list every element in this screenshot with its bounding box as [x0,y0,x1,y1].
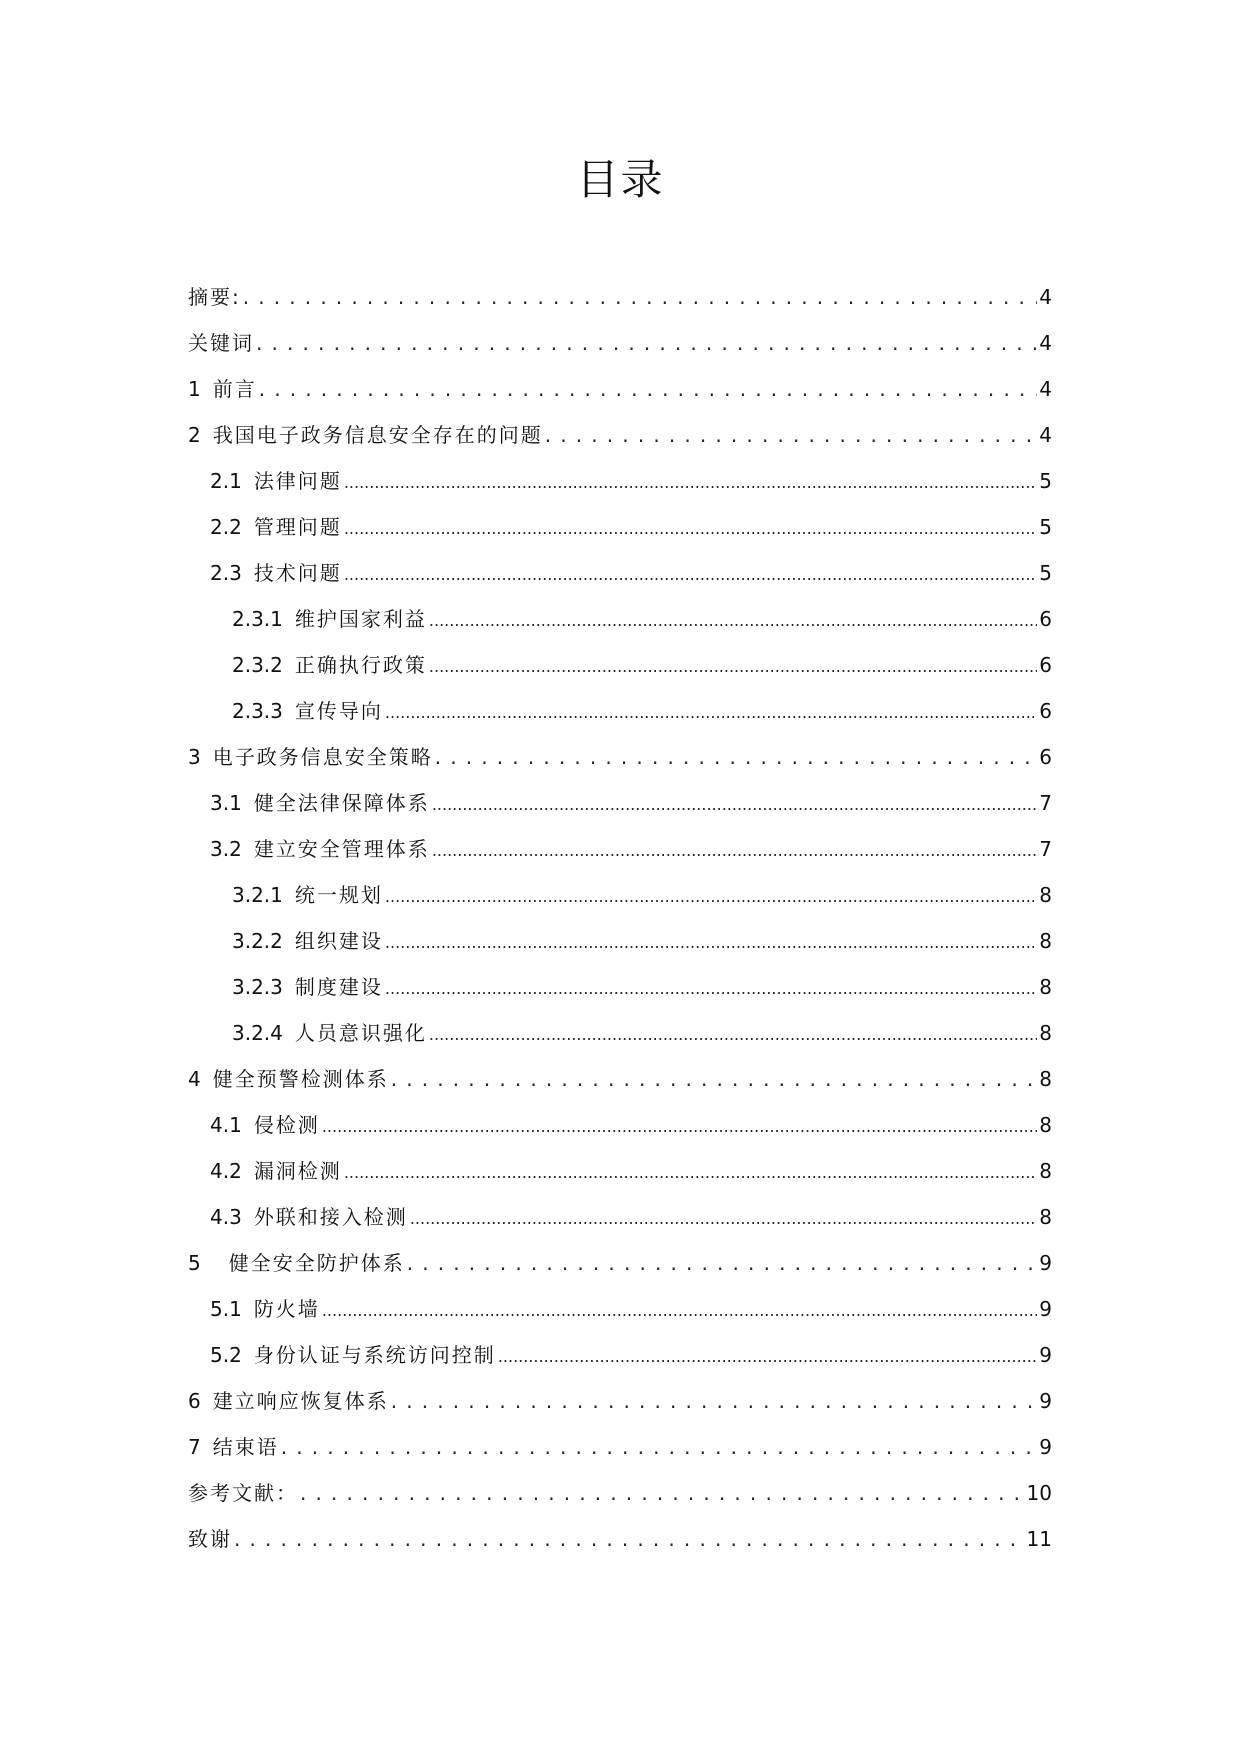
toc-entry-label: 漏洞检测 [253,1159,342,1183]
toc-entry[interactable] [188,1432,1052,1478]
toc-entry-page: 10 [1026,1481,1052,1505]
dot-leader [407,1248,1038,1278]
toc-entry-label: 正确执行政策 [294,653,427,677]
toc-entry[interactable] [188,420,1052,466]
toc-entry-page: 5 [1039,469,1052,493]
toc-entry-number: 1 [188,377,201,401]
toc-entry-page: 4 [1039,285,1052,309]
dot-leader [344,1156,1037,1188]
toc-entry-page: 11 [1026,1527,1052,1551]
page-title: 目录 [576,155,665,204]
toc-entry-page: 5 [1039,515,1052,539]
toc-entry-label: 结束语 [212,1435,279,1459]
toc-entry-number: 5 [188,1251,201,1275]
toc-entry-label: 前言 [212,377,257,401]
toc-entry-number: 4.2 [210,1159,242,1183]
toc-entry-page: 9 [1039,1389,1052,1413]
toc-entry-label: 我国电子政务信息安全存在的问题 [212,423,543,447]
dot-leader [385,880,1037,912]
toc-entry-label: 制度建设 [294,975,383,999]
toc-entry[interactable] [188,742,1052,788]
dot-leader [344,558,1037,590]
toc-entry-number: 4.1 [210,1113,242,1137]
toc-entry-label: 技术问题 [253,561,342,585]
toc-entry-number: 4 [188,1067,201,1091]
toc-entry-number: 4.3 [210,1205,242,1229]
toc-entry-label: 维护国家利益 [294,607,427,631]
dot-leader [281,1432,1038,1462]
toc-entry-label: 摘要: [188,285,241,309]
dot-leader [429,604,1037,636]
toc-entry-page: 8 [1039,1205,1052,1229]
toc-entry-page: 4 [1039,331,1052,355]
toc-entry-page: 8 [1039,883,1052,907]
dot-leader [300,1478,1025,1508]
dot-leader [234,1524,1025,1554]
toc-entry-number: 2.3.2 [232,653,283,677]
toc-entry-page: 6 [1039,607,1052,631]
toc-entry-label: 健全法律保障体系 [253,791,430,815]
toc-entry-label: 健全安全防护体系 [228,1251,405,1275]
toc-entry-number: 3.2.3 [232,975,283,999]
dot-leader [344,512,1037,544]
dot-leader [432,788,1037,820]
toc-entry-label: 关键词 [188,331,254,355]
toc-entry-page: 4 [1039,423,1052,447]
dot-leader [545,420,1038,450]
toc-entry-number: 5.1 [210,1297,242,1321]
toc-entry-label: 致谢 [188,1527,232,1551]
toc-entry-number: 2.3.3 [232,699,283,723]
toc-entry-label: 组织建设 [294,929,383,953]
toc-entry[interactable] [188,1386,1052,1432]
toc-entry-page: 9 [1039,1251,1052,1275]
toc-entry[interactable] [188,880,1052,926]
toc-entry[interactable] [188,788,1052,834]
toc-entry-label: 建立安全管理体系 [253,837,430,861]
dot-leader [391,1386,1038,1416]
dot-leader [385,926,1037,958]
table-of-contents [188,282,1052,1570]
toc-entry-number: 3 [188,745,201,769]
toc-entry-page: 6 [1039,653,1052,677]
toc-entry[interactable] [188,1294,1052,1340]
toc-entry[interactable] [188,1478,1052,1524]
toc-entry-number: 3.2.1 [232,883,283,907]
dot-leader [429,650,1037,682]
toc-entry-label: 参考文献： [188,1481,298,1505]
toc-entry-label: 外联和接入检测 [253,1205,408,1229]
dot-leader [498,1340,1037,1372]
dot-leader [429,1018,1037,1050]
toc-entry[interactable] [188,926,1052,972]
dot-leader [385,972,1037,1004]
toc-entry[interactable] [188,558,1052,604]
dot-leader [322,1294,1037,1326]
toc-entry-page: 9 [1039,1343,1052,1367]
toc-entry-number: 2.3 [210,561,242,585]
toc-entry[interactable] [188,1156,1052,1202]
dot-leader [344,466,1037,498]
toc-entry[interactable] [188,1018,1052,1064]
toc-entry[interactable] [188,650,1052,696]
toc-entry-page: 8 [1039,929,1052,953]
toc-entry-number: 5.2 [210,1343,242,1367]
toc-entry-number: 3.2.4 [232,1021,283,1045]
toc-entry[interactable] [188,1202,1052,1248]
toc-entry[interactable] [188,696,1052,742]
toc-entry-label: 法律问题 [253,469,342,493]
dot-leader [243,282,1038,312]
toc-entry[interactable] [188,834,1052,880]
toc-entry-label: 身份认证与系统访问控制 [253,1343,496,1367]
toc-entry[interactable] [188,328,1052,374]
toc-entry-number: 3.1 [210,791,242,815]
toc-entry[interactable] [188,604,1052,650]
dot-leader [259,374,1038,404]
toc-entry-page: 8 [1039,1021,1052,1045]
toc-entry-number: 2.1 [210,469,242,493]
toc-entry-number: 3.2 [210,837,242,861]
toc-entry[interactable] [188,374,1052,420]
toc-entry[interactable] [188,1340,1052,1386]
dot-leader [385,696,1037,728]
toc-entry-label: 统一规划 [294,883,383,907]
toc-entry[interactable] [188,282,1052,328]
toc-entry-page: 9 [1039,1435,1052,1459]
toc-entry-label: 宣传导向 [294,699,383,723]
dot-leader [322,1110,1037,1142]
toc-entry-number: 2.3.1 [232,607,283,631]
toc-entry-number: 2.2 [210,515,242,539]
toc-entry-label: 防火墙 [253,1297,320,1321]
toc-entry-number: 2 [188,423,201,447]
toc-entry[interactable] [188,1248,1052,1294]
toc-entry-number: 7 [188,1435,201,1459]
toc-entry-page: 8 [1039,975,1052,999]
toc-entry-page: 8 [1039,1159,1052,1183]
toc-entry[interactable] [188,972,1052,1018]
toc-entry[interactable] [188,1110,1052,1156]
toc-entry[interactable] [188,466,1052,512]
toc-entry-page: 5 [1039,561,1052,585]
toc-entry-page: 8 [1039,1113,1052,1137]
dot-leader [435,742,1038,772]
dot-leader [432,834,1037,866]
toc-entry-label: 人员意识强化 [294,1021,427,1045]
toc-entry-page: 4 [1039,377,1052,401]
toc-entry-number: 3.2.2 [232,929,283,953]
toc-entry[interactable] [188,1064,1052,1110]
toc-entry-page: 6 [1039,745,1052,769]
toc-entry-label: 建立响应恢复体系 [212,1389,389,1413]
toc-entry-page: 7 [1039,837,1052,861]
toc-entry-page: 6 [1039,699,1052,723]
toc-entry-page: 8 [1039,1067,1052,1091]
toc-entry[interactable] [188,1524,1052,1570]
toc-entry-label: 健全预警检测体系 [212,1067,389,1091]
toc-entry-label: 电子政务信息安全策略 [212,745,433,769]
dot-leader [391,1064,1038,1094]
dot-leader [256,328,1037,358]
toc-entry-label: 管理问题 [253,515,342,539]
toc-entry-number: 6 [188,1389,201,1413]
toc-entry-label: 侵检测 [253,1113,320,1137]
toc-entry[interactable] [188,512,1052,558]
toc-entry-page: 9 [1039,1297,1052,1321]
toc-entry-page: 7 [1039,791,1052,815]
dot-leader [410,1202,1037,1234]
